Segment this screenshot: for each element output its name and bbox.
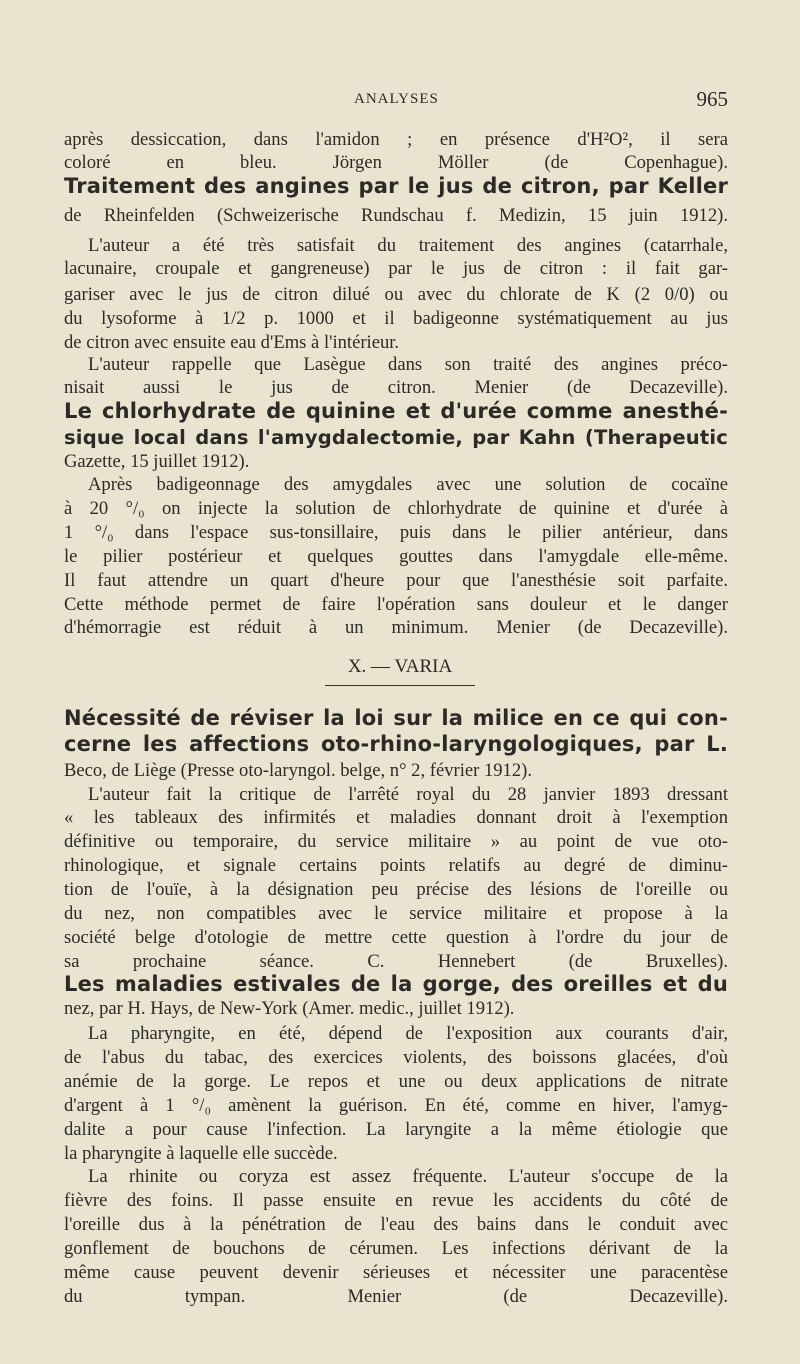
article-title: sique local dans l'amygdalectomie, par Kahn (Therapeutic [64, 426, 728, 449]
text-line: L'auteur rappelle que Lasègue dans son traité des angines préco- [88, 354, 728, 375]
article-title: Les maladies estivales de la gorge, des oreilles et du [64, 972, 728, 996]
text-line: lacunaire, croupale et gangreneuse) par le jus de citron : il fait gar- [64, 258, 728, 279]
text-line: le pilier postérieur et quelques gouttes dans l'amygdale elle-même. [64, 546, 728, 567]
text-line: d'hémorragie est réduit à un minimum. Menier (de Decazeville). [64, 617, 728, 638]
page-number: 965 [696, 87, 728, 111]
text-line: gonflement de bouchons de cérumen. Les infections dérivant de la [64, 1238, 728, 1259]
article-title: Nécessité de réviser la loi sur la milice en ce qui con- [64, 706, 728, 730]
article-title: Traitement des angines par le jus de citron, par Keller [64, 174, 728, 198]
text-line: sa prochaine séance. C. Hennebert (de Bruxelles). [64, 951, 728, 972]
text-line: anémie de la gorge. Le repos et une ou deux applications de nitrate [64, 1071, 728, 1092]
text-line: Après badigeonnage des amygdales avec une solution de cocaïne [88, 474, 728, 495]
running-title: ANALYSES [354, 91, 439, 107]
text-line: du nez, non compatibles avec le service militaire et propose à la [64, 903, 728, 924]
text-line: Il faut attendre un quart d'heure pour que l'anesthésie soit parfaite. [64, 570, 728, 591]
text-line: La rhinite ou coryza est assez fréquente. L'auteur s'occupe de la [88, 1166, 728, 1187]
article-title: Le chlorhydrate de quinine et d'urée comme anesthé- [64, 399, 728, 423]
text-line: « les tableaux des infirmités et maladies donnant droit à l'exemption [64, 807, 728, 828]
text-line: de l'abus du tabac, des exercices violents, des boissons glacées, d'où [64, 1047, 728, 1068]
text-line: définitive ou temporaire, du service militaire » au point de vue oto- [64, 831, 728, 852]
text-line: Gazette, 15 juillet 1912). [64, 451, 250, 472]
section-heading: X. — VARIA [347, 656, 453, 677]
text-line: d'argent à 1 °/₀ amènent la guérison. En été, comme en hiver, l'amyg- [64, 1095, 728, 1116]
text-line: coloré en bleu. Jörgen Möller (de Copenhague). [64, 152, 728, 173]
text-line: de citron avec ensuite eau d'Ems à l'intérieur. [64, 332, 400, 353]
text-line: nisait aussi le jus de citron. Menier (de Decazeville). [64, 377, 728, 398]
section-rule [325, 685, 475, 686]
text-line: du tympan. Menier (de Decazeville). [64, 1286, 728, 1307]
text-line: L'auteur fait la critique de l'arrêté royal du 28 janvier 1893 dressant [88, 784, 728, 805]
text-line: la pharyngite à laquelle elle succède. [64, 1143, 338, 1164]
text-line: à 20 °/₀ on injecte la solution de chlorhydrate de quinine et d'urée à [64, 498, 728, 519]
text-line: l'oreille dus à la pénétration de l'eau des bains dans le conduit avec [64, 1214, 728, 1235]
text-line: La pharyngite, en été, dépend de l'exposition aux courants d'air, [88, 1023, 728, 1044]
text-line: même cause peuvent devenir sérieuses et nécessiter une paracentèse [64, 1262, 728, 1283]
text-line: rhinologique, et signale certains points relatifs au degré de diminu- [64, 855, 728, 876]
text-line: gariser avec le jus de citron dilué ou avec du chlorate de K (2 0/0) ou [64, 284, 728, 305]
text-line: du lysoforme à 1/2 p. 1000 et il badigeonne systématiquement au jus [64, 308, 728, 329]
text-line: tion de l'ouïe, à la désignation peu précise des lésions de l'oreille ou [64, 879, 728, 900]
article-title: cerne les affections oto-rhino-laryngologiques, par L. [64, 732, 728, 756]
text-line: fièvre des foins. Il passe ensuite en revue les accidents du côté de [64, 1190, 728, 1211]
text-line: après dessiccation, dans l'amidon ; en présence d'H²O², il sera [64, 129, 728, 150]
text-line: Beco, de Liège (Presse oto-laryngol. belge, n° 2, février 1912). [64, 760, 532, 781]
page-header [64, 87, 728, 115]
text-line: société belge d'otologie de mettre cette question à l'ordre du jour de [64, 927, 728, 948]
text-line: nez, par H. Hays, de New-York (Amer. medic., juillet 1912). [64, 998, 515, 1019]
text-line: dalite a pour cause l'infection. La laryngite a la même étiologie que [64, 1119, 728, 1140]
text-line: de Rheinfelden (Schweizerische Rundschau f. Medizin, 15 juin 1912). [64, 205, 728, 226]
text-line: Cette méthode permet de faire l'opération sans douleur et le danger [64, 594, 728, 615]
text-line: 1 °/₀ dans l'espace sus-tonsillaire, puis dans le pilier antérieur, dans [64, 522, 728, 543]
text-line: L'auteur a été très satisfait du traitement des angines (catarrhale, [88, 235, 728, 256]
